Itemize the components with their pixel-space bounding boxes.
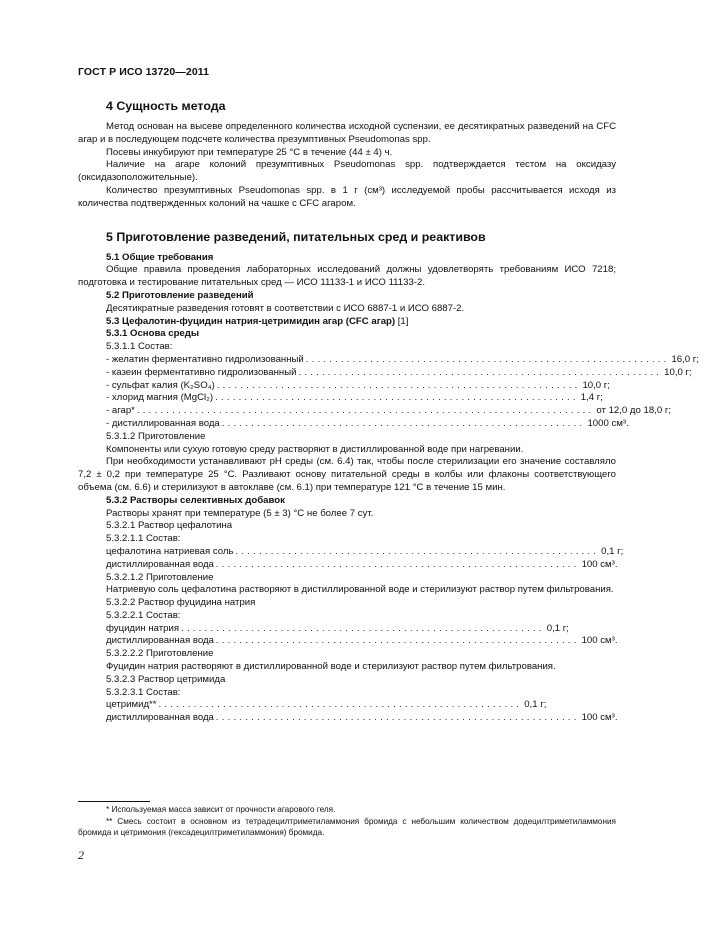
section-4-paragraph-3: Наличие на агаре колоний презумптивных Pseudomonas spp. подтверждается тестом на оксидазу (оксидазоположительные). — [78, 159, 616, 184]
subsection-5-3-2-1-1-title: 5.3.2.1.1 Состав: — [106, 533, 181, 545]
ingredient-amount: 0,1 г; — [524, 699, 547, 711]
ingredient-amount: 16,0 г; — [671, 353, 699, 365]
ingredient-amount: 100 см³. — [581, 635, 618, 647]
composition-row — [78, 699, 547, 712]
ingredient-name: - желатин ферментативно гидролизованный — [106, 353, 304, 365]
dot-leader: .............................................................. — [216, 379, 581, 391]
ingredient-amount: 0,1 г; — [546, 622, 569, 634]
subsection-5-3-2-1-2-title: 5.3.2.1.2 Приготовление — [106, 571, 214, 583]
section-4-paragraph-2: Посевы инкубируют при температуре 25 °C в течение (44 ± 4) ч. — [106, 146, 393, 158]
subsection-5-2-paragraph: Десятикратные разведения готовят в соответствии с ИСО 6887-1 и ИСО 6887-2. — [106, 302, 465, 314]
composition-row — [78, 379, 610, 393]
composition-row — [78, 353, 699, 367]
composition-row — [78, 405, 672, 418]
subsection-5-3-heading — [78, 316, 616, 329]
ingredient-name: фуцидин натрия — [106, 622, 180, 634]
ingredient-name: - казеин ферментативно гидролизованный — [106, 366, 297, 378]
subsection-5-2-title: 5.2 Приготовление разведений — [106, 289, 254, 301]
dot-leader: .............................................................. — [215, 712, 580, 724]
composition-row — [78, 417, 629, 431]
subsection-5-3-2-title: 5.3.2 Растворы селективных добавок — [106, 494, 285, 506]
ingredient-name: - сульфат калия (K₂SO₄) — [106, 379, 215, 391]
page-content — [78, 96, 699, 725]
dot-leader: .............................................................. — [235, 545, 600, 557]
dot-leader: .............................................................. — [215, 558, 580, 570]
dot-leader: .............................................................. — [221, 417, 586, 429]
dot-leader: .............................................................................. — [136, 405, 595, 417]
ingredient-name: дистиллированная вода — [106, 558, 214, 570]
subsection-5-3-2-2-2-paragraph: Фуцидин натрия растворяют в дистиллированной воде и стерилизуют раствор путем фильтрования. — [106, 661, 556, 673]
composition-row — [78, 366, 692, 380]
ingredient-name: дистиллированная вода — [106, 635, 214, 647]
subsection-5-3-1-1-title: 5.3.1.1 Состав: — [106, 341, 173, 353]
ingredient-name: дистиллированная вода — [106, 712, 214, 724]
section-4-paragraph-1: Метод основан на высеве определенного количества исходной суспензии, ее десятикратных разведений на CFC агар и в последующем подсчете количества презумптивных Pseudomonas spp. — [78, 121, 616, 145]
ingredient-amount: 10,0 г; — [664, 366, 692, 378]
page-number: 2 — [78, 848, 84, 862]
subsection-5-3-2-2-1-title: 5.3.2.2.1 Состав: — [106, 609, 181, 621]
dot-leader: .............................................................. — [305, 353, 670, 365]
dot-leader: .............................................................. — [298, 366, 663, 378]
ingredient-amount: 0,1 г; — [601, 545, 624, 557]
subsection-5-3-2-2-title: 5.3.2.2 Раствор фуцидина натрия — [106, 597, 256, 609]
ingredient-amount: 100 см³. — [581, 558, 618, 570]
subsection-5-3-2-1-title: 5.3.2.1 Раствор цефалотина — [106, 520, 233, 532]
footnote-1: * Используемая масса зависит от прочности агарового геля. — [106, 805, 336, 814]
composition-row — [78, 712, 618, 725]
footnotes — [78, 804, 616, 839]
subsection-5-3-2-3-1-title: 5.3.2.3.1 Состав: — [106, 686, 181, 698]
subsection-5-3-2-3-title: 5.3.2.3 Раствор цетримида — [106, 673, 226, 685]
subsection-5-1-paragraph: Общие правила проведения лабораторных исследований должны удовлетворять требованиям ИСО 7218; подготовка и тестирование питательных сред — ИСО 11133-1 и ИСО 11133-2. — [78, 264, 616, 289]
subsection-5-3-1-title: 5.3.1 Основа среды — [106, 328, 200, 340]
ingredient-name: - дистиллированная вода — [106, 417, 220, 429]
ingredient-name: цетримид** — [106, 699, 157, 711]
subsection-5-3-1-2-paragraph-1: Компоненты или сухую готовую среду растворяют в дистиллированной воде при нагревании. — [106, 443, 524, 455]
ingredient-amount: 100 см³. — [581, 712, 618, 724]
section-5-title: 5 Приготовление разведений, питательных сред и реактивов — [106, 229, 486, 244]
ingredient-name: - агар* — [106, 405, 135, 417]
ingredient-amount: 10,0 г; — [582, 379, 610, 391]
dot-leader: .............................................................. — [215, 392, 579, 404]
ingredient-name: цефалотина натриевая соль — [106, 545, 234, 557]
footnote-2: ** Смесь состоит в основном из тетрадецилтриметиламмония бромида с небольшим количеством додецилтриметиламмония бромида и цетримония (гексадецилтриметиламмония) бромида. — [78, 816, 616, 837]
subsection-5-3-2-paragraph: Растворы хранят при температуре (5 ± 3) °С не более 7 сут. — [106, 507, 374, 519]
subsection-5-3-2-1-2-paragraph: Натриевую соль цефалотина растворяют в дистиллированной воде и стерилизуют раствор путем фильтрования. — [106, 584, 614, 596]
ingredient-amount: от 12,0 до 18,0 г; — [596, 405, 672, 417]
composition-row — [78, 622, 569, 636]
ingredient-name: - хлорид магния (MgCl₂) — [106, 392, 214, 404]
subsection-5-3-2-2-2-title: 5.3.2.2.2 Приготовление — [106, 648, 214, 660]
section-4-title: 4 Сущность метода — [106, 99, 226, 113]
ingredient-amount: 1000 см³. — [587, 417, 629, 429]
dot-leader: .............................................................. — [215, 635, 580, 647]
section-4-paragraph-4: Количество презумптивных Pseudomonas spp. в 1 г (см³) исследуемой пробы рассчитывается исходя из количества подтвержденных колоний на чашке с CFC агаром. — [78, 184, 616, 209]
dot-leader: .............................................................. — [158, 699, 523, 711]
footnote-separator — [78, 801, 150, 802]
ingredient-amount: 1,4 г; — [580, 392, 603, 404]
dot-leader: .............................................................. — [181, 622, 545, 634]
subsection-5-3-1-2-title: 5.3.1.2 Приготовление — [106, 430, 206, 442]
composition-row — [78, 558, 618, 572]
subsection-5-3-title: 5.3 Цефалотин-фуцидин натрия-цетримидин агар (CFC агар) — [106, 315, 396, 327]
subsection-5-3-reference: [1] — [395, 315, 409, 327]
composition-row — [78, 392, 603, 405]
composition-row — [78, 635, 618, 648]
document-header: ГОСТ Р ИСО 13720—2011 — [78, 66, 210, 78]
subsection-5-1-title: 5.1 Общие требования — [106, 251, 214, 263]
composition-row — [78, 545, 624, 559]
subsection-5-3-1-2-paragraph-2: При необходимости устанавливают pH среды (см. 6.4) так, чтобы после стерилизации его значение составляло 7,2 ± 0,2 при температуре 25 °С. Разливают основу питательной среды в колбы или флаконы соответствующего объема (см. 6.6) и стерилизуют в автоклаве (см. 6.1) при температуре 121 °С в течение 15 мин. — [78, 456, 616, 493]
